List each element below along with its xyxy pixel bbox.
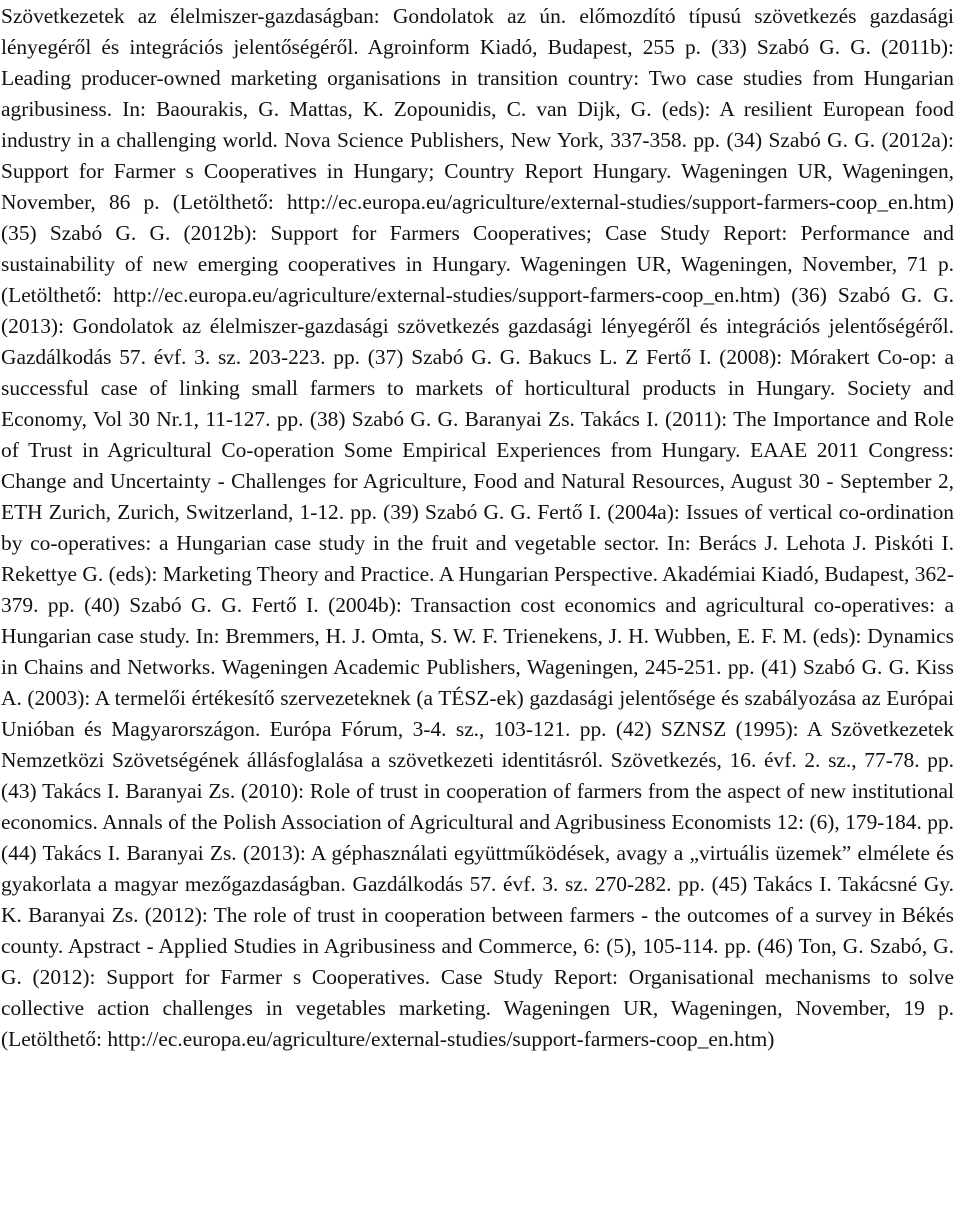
reference-list-text: Szövetkezetek az élelmiszer-gazdaságban: Gondolatok az ún. előmozdító típusú szövetkezés gazdasági lényegéről és integrációs jelentőségéről. Agroinform Kiadó, Budapest, 255 p. (33) Szabó G. G. (2011b): Leading producer-owned marketing organisations in transition country: Two case studies from Hungarian agribusiness. In: Baourakis, G. Mattas, K. Zopounidis, C. van Dijk, G. (eds): A resilient European food industry in a challenging world. Nova Science Publishers, New York, 337-358. pp. (34) Szabó G. G. (2012a): Support for Farmer s Cooperatives in Hungary; Country Report Hungary. Wageningen UR, Wageningen, November, 86 p. (Letölthető: http://ec.europa.eu/agriculture/external-studies/support-farmers-coop_en.htm) (35) Szabó G. G. (2012b): Support for Farmers Cooperatives; Case Study Report: Performance and sustainability of new emerging cooperatives in Hungary. Wageningen UR, Wageningen, November, 71 p. (Letölthető: http://ec.europa.eu/agriculture/external-studies/support-farmers-coop_en.htm) (36) Szabó G. G. (2013): Gondolatok az élelmiszer-gazdasági szövetkezés gazdasági lényegéről és integrációs jelentőségéről. Gazdálkodás 57. évf. 3. sz. 203-223. pp. (37) Szabó G. G. Bakucs L. Z Fertő I. (2008): Mórakert Co-op: a successful case of linking small farmers to markets of horticultural products in Hungary. Society and Economy, Vol 30 Nr.1, 11-127. pp. (38) Szabó G. G. Baranyai Zs. Takács I. (2011): The Importance and Role of Trust in Agricultural Co-operation Some Empirical Experiences from Hungary. EAAE 2011 Congress: Change and Uncertainty - Challenges for Agriculture, Food and Natural Resources, August 30 - September 2, ETH Zurich, Zurich, Switzerland, 1-12. pp. (39) Szabó G. G. Fertő I. (2004a): Issues of vertical co-ordination by co-operatives: a Hungarian case study in the fruit and vegetable sector. In: Berács J. Lehota J. Piskóti I. Rekettye G. (eds): Marketing Theory and Practice. A Hungarian Perspective. Akadémiai Kiadó, Budapest, 362-379. pp. (40) Szabó G. G. Fertő I. (2004b): Transaction cost economics and agricultural co-operatives: a Hungarian case study. In: Bremmers, H. J. Omta, S. W. F. Trienekens, J. H. Wubben, E. F. M. (eds): Dynamics in Chains and Networks. Wageningen Academic Publishers, Wageningen, 245-251. pp. (41) Szabó G. G. Kiss A. (2003): A termelői értékesítő szervezeteknek (a TÉSZ-ek) gazdasági jelentősége és szabályozása az Európai Unióban és Magyarországon. Európa Fórum, 3-4. sz., 103-121. pp. (42) SZNSZ (1995): A Szövetkezetek Nemzetközi Szövetségének állásfoglalása a szövetkezeti identitásról. Szövetkezés, 16. évf. 2. sz., 77-78. pp. (43) Takács I. Baranyai Zs. (2010): Role of trust in cooperation of farmers from the aspect of new institutional economics. Annals of the Polish Association of Agricultural and Agribusiness Economists 12: (6), 179-184. pp. (44) Takács I. Baranyai Zs. (2013): A géphasználati együttműködések, avagy a „virtuális üzemek” elmélete és gyakorlata a magyar mezőgazdaságban. Gazdálkodás 57. évf. 3. sz. 270-282. pp. (45) Takács I. Takácsné Gy. K. Baranyai Zs. (2012): The role of trust in cooperation between farmers - the outcomes of a survey in Békés county. Apstract - Applied Studies in Agribusiness and Commerce, 6: (5), 105-114. pp. (46) Ton, G. Szabó, G. G. (2012): Support for Farmer s Cooperatives. Case Study Report: Organisational mechanisms to solve collective action challenges in vegetables marketing. Wageningen UR, Wageningen, November, 19 p. (Letölthető: http://ec.europa.eu/agriculture/external-studies/support-farmers-coop_en.htm) [1,4,954,1051]
